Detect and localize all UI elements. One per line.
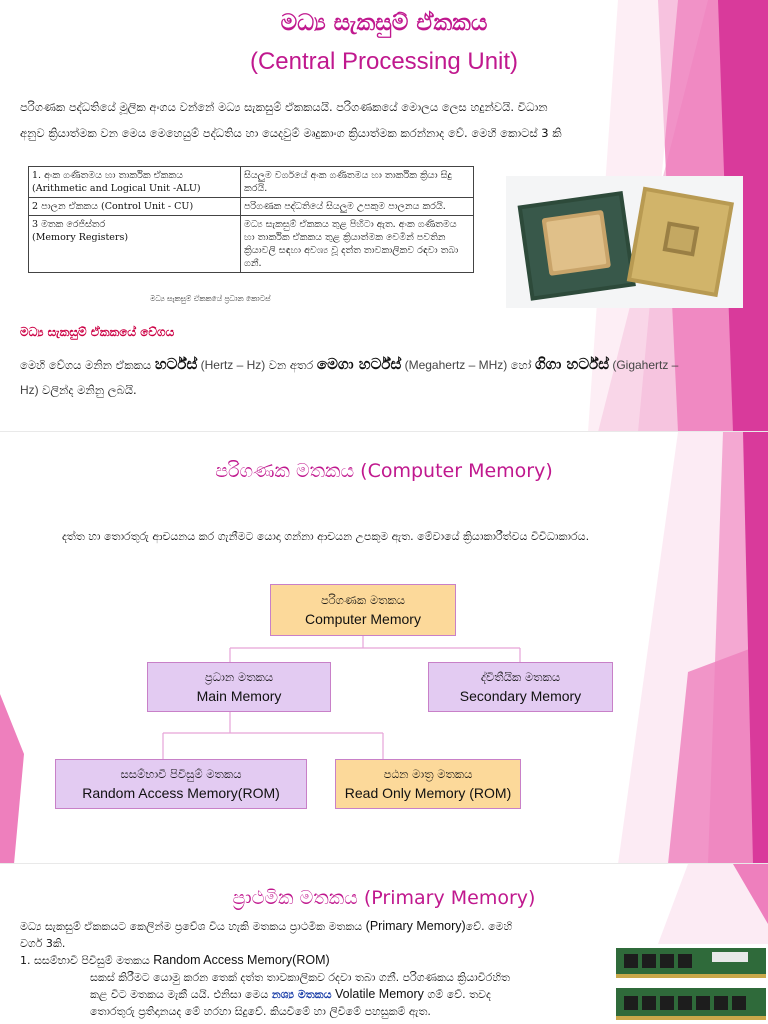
node-label-english: Secondary Memory	[459, 688, 582, 704]
node-label-sinhala: පරිගණක මතකය	[320, 593, 406, 607]
node-computer-memory	[270, 584, 456, 636]
text-run: මධ්‍ය සැකසුම් ඒකකයට කෙලින්ම ප්‍රවේශ විය හැකි මතකය ප්‍රාථමික මතකය	[20, 920, 366, 933]
text-run-english: Random Access Memory(ROM)	[153, 953, 330, 967]
speed-text: වලින්ද මනිනු ලබයි.	[42, 383, 137, 397]
text-line: සකස් කිරීමට යොමු කරන තෙක් දත්ත තාවකාලිකව රදවා තබා ගනී. පරිගණකය ක්‍රියාවිරහිත	[90, 971, 510, 984]
node-label-english: Random Access Memory(ROM)	[82, 785, 280, 801]
intro-line-2: අනුව ක්‍රියාත්මක වන මෙය මෙහෙයුම් පද්ධතිය හා යෙදවුම් මෘදුකාංග ක්‍රියාත්මක කරන්නාද වේ. මෙහි කොටස් 3 කි	[20, 126, 562, 140]
text-run: ගම් වේ. තවද	[423, 988, 491, 1001]
speed-text: මෙහි වේගය මනින ඒකකය	[20, 358, 155, 372]
speed-term-megahertz: මෙගා හර්ට්ස්	[316, 355, 402, 373]
part-name-english: (Control Unit - CU)	[100, 201, 194, 212]
text-run: වේ. මෙහි	[465, 920, 513, 933]
part-name-english: (Memory Registers)	[32, 232, 129, 243]
ram-modules-image	[616, 944, 768, 1024]
table-caption: මධ්‍ය සැකසුම් ඒකකයේ ප්‍රධාන කොටස්	[150, 294, 271, 303]
node-label-english: Read Only Memory (ROM)	[344, 785, 512, 801]
table-cell-description: මධ්‍ය සැකසුම් ඒකකය තුළ පිහිටා ඇත. අංක ගණිතමය හා තාර්කික ඒකකය තුළ ක්‍රියාත්මක වෙමින් පවතින ක්‍රියාවලි සඳහා අවශ්‍ය වූ දත්ත තාවකාලිකව රඳවා තබා ගනී.	[241, 216, 474, 273]
text-line	[20, 986, 612, 1003]
speed-term-en: (Gigahertz – Hz)	[20, 358, 679, 397]
intro-line-1: පරිගණක පද්ධතියේ මූලික අංගය වන්නේ මධ්‍ය සැකසුම් ඒකකයයි. පරිගණකයේ මොලය ලෙස හදුන්වයි. විධාන	[20, 100, 548, 114]
node-label-sinhala: සසම්භාවී පිවිසුම් මතකය	[120, 767, 242, 781]
table-cell-description: පරිගණක පද්ධතියේ සියලුම උපකුම පාලනය කරයි.	[241, 198, 474, 216]
speed-term-gigahertz: ගිගා හර්ට්ස්	[534, 355, 609, 373]
cpu-speed-heading: මධ්‍ය සැකසුම් ඒකකයේ වේගය	[20, 325, 175, 339]
text-line	[20, 918, 612, 935]
speed-text: වන අතර	[268, 358, 317, 372]
speed-term-en: (Hertz – Hz)	[197, 358, 269, 372]
node-main-memory	[147, 662, 331, 712]
speed-term-hertz: හර්ට්ස්	[154, 355, 198, 373]
text-run: 1. සසම්භාවී පිවිසුම් මතකය	[20, 954, 154, 967]
table-cell-description: සියලුම වර්ගයේ අංක ගණිතමය හා තාර්කික ක්‍රියා සිදු කරයි.	[241, 167, 474, 198]
node-label-sinhala: පඨන මාත්‍ර මතකය	[383, 767, 473, 781]
section-title-primary-memory: ප්‍රාථමික මතකය (Primary Memory)	[232, 887, 536, 909]
text-run-english: (Primary Memory)	[365, 919, 466, 933]
node-secondary-memory	[428, 662, 613, 712]
node-label-sinhala: ද්විතීයික මතකය	[480, 670, 561, 684]
text-line	[20, 952, 612, 969]
node-label-sinhala: ප්‍රධාන මතකය	[204, 670, 274, 684]
node-read-only-memory	[335, 759, 521, 809]
text-run-english: Volatile Memory	[331, 987, 424, 1001]
part-name-sinhala: 3 මතක රෙජිස්තර	[32, 219, 106, 230]
node-label-english: Computer Memory	[305, 611, 421, 627]
part-name-sinhala: 1. අංක ගණිතමය හා තාර්කික ඒකකය	[32, 170, 183, 181]
computer-memory-description: දත්ත හා තොරතුරු ආචයනය කර ගැනීමට යොදා ගන්නා ආචයන උපකුම ඇත. මේවායේ ක්‍රියාකාරීත්වය විවිධාකාරය.	[62, 530, 590, 543]
node-label-english: Main Memory	[196, 688, 282, 704]
text-run: කළ විට මතකය මැකී යයි. එනිසා මෙය	[90, 988, 272, 1001]
speed-text: හෝ	[510, 358, 535, 372]
section-title-computer-memory: පරිගණක මතකය (Computer Memory)	[215, 460, 553, 482]
text-line: තොරතුරු ප්‍රතිදානයද මේ හරහා සිදුවේ. කියවීමේ හා ලිවීමේ පහසුකම් ඇත.	[90, 1005, 431, 1018]
node-random-access-memory	[55, 759, 307, 809]
page-title-sinhala: මධ්‍ය සැකසුම් ඒකකය	[280, 10, 488, 36]
primary-memory-paragraph	[20, 918, 612, 1020]
highlight-volatile-memory: නශ්‍ය මතකය	[271, 988, 332, 1001]
speed-term-en: (Megahertz – MHz)	[401, 358, 511, 372]
text-line: වර්ග 3කි.	[20, 937, 66, 950]
part-name-english: (Arithmetic and Logical Unit -ALU)	[32, 183, 201, 194]
page-title-english: (Central Processing Unit)	[249, 48, 519, 75]
part-name-sinhala: 2 පාලන ඒකකය	[32, 201, 98, 212]
